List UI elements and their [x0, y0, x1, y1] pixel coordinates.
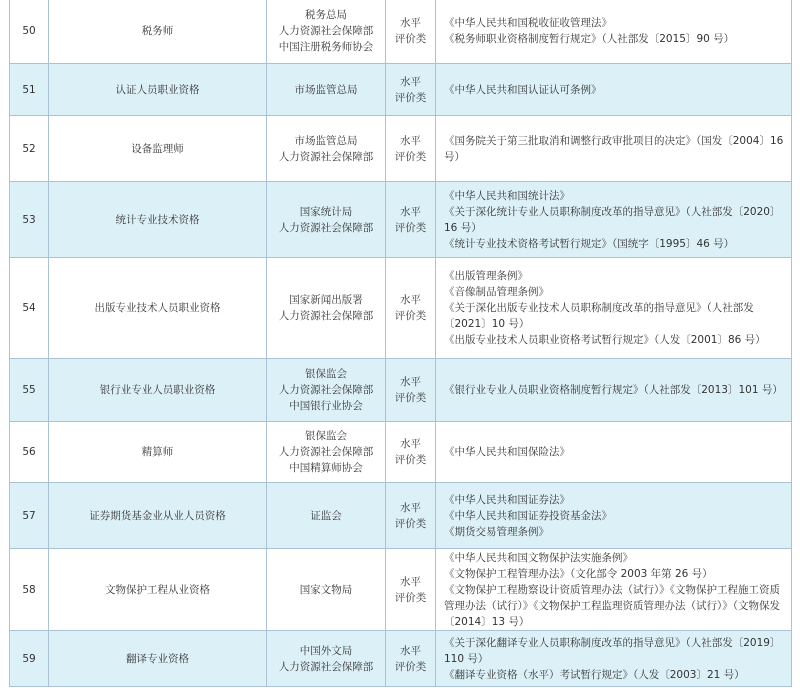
table-body	[10, 0, 792, 687]
legal-basis-item: 《中华人民共和国认证认可条例》	[444, 83, 602, 96]
category-text: 评价类	[394, 392, 427, 404]
legal-basis-item: 《关于深化统计专业人员职称制度改革的指导意见》（人社部发〔2020〕16 号）	[444, 205, 781, 234]
department-name: 人力资源社会保障部	[278, 25, 374, 37]
category-text: 水平	[400, 501, 421, 514]
legal-basis-item: 《期货交易管理条例》	[444, 525, 549, 538]
category-cell	[386, 422, 436, 483]
department-name: 人力资源社会保障部	[278, 446, 374, 458]
department-name: 国家统计局	[299, 205, 353, 218]
legal-basis-item: 《银行业专业人员职业资格制度暂行规定》（人社部发〔2013〕101 号）	[444, 384, 783, 396]
department-name: 中国银行业协会	[289, 400, 363, 412]
legal-basis-cell	[436, 258, 792, 359]
department-name: 人力资源社会保障部	[278, 310, 374, 322]
department-name: 人力资源社会保障部	[278, 384, 374, 396]
department-cell	[267, 422, 386, 483]
department-cell	[267, 631, 386, 687]
department-cell	[267, 116, 386, 182]
row-number: 58	[10, 549, 49, 631]
category-text: 评价类	[394, 91, 427, 104]
qualification-table	[9, 0, 792, 687]
department-name: 市场监管总局	[294, 83, 358, 96]
legal-basis-item: 《税务师职业资格制度暂行规定》（人社部发〔2015〕90 号）	[444, 33, 735, 45]
category-text: 评价类	[394, 591, 427, 604]
department-name: 国家文物局	[299, 583, 353, 596]
table-row	[10, 422, 792, 483]
legal-basis-item: 《音像制品管理条例》	[444, 286, 549, 298]
category-text: 水平	[400, 575, 421, 588]
department-name: 中国注册税务师协会	[278, 41, 374, 53]
table-row	[10, 64, 792, 116]
table-row	[10, 116, 792, 182]
legal-basis-cell	[436, 182, 792, 258]
legal-basis-cell	[436, 116, 792, 182]
legal-basis-item: 《中华人民共和国保险法》	[444, 446, 570, 458]
qualification-name: 税务师	[49, 0, 267, 64]
legal-basis-item: 《文物保护工程勘察设计资质管理办法（试行）》《文物保护工程施工资质管理办法（试行）》《文物保护工程监理资质管理办法（试行）》（文物保发〔2014〕13 号）	[444, 583, 780, 628]
category-cell	[386, 359, 436, 422]
legal-basis-item: 《翻译专业资格（水平）考试暂行规定》（人发〔2003〕21 号）	[444, 668, 745, 681]
department-cell	[267, 549, 386, 631]
department-cell	[267, 258, 386, 359]
category-cell	[386, 631, 436, 687]
category-text: 水平	[400, 134, 421, 147]
row-number: 57	[10, 483, 49, 549]
qualification-name: 证券期货基金业从业人员资格	[49, 483, 267, 549]
legal-basis-item: 《文物保护工程管理办法》（文化部令 2003 年第 26 号）	[444, 567, 713, 580]
legal-basis-cell	[436, 549, 792, 631]
category-text: 评价类	[394, 660, 427, 673]
qualification-name: 统计专业技术资格	[49, 182, 267, 258]
row-number: 54	[10, 258, 49, 359]
category-text: 水平	[400, 294, 421, 306]
row-number: 50	[10, 0, 49, 64]
legal-basis-cell	[436, 64, 792, 116]
department-cell	[267, 359, 386, 422]
qualification-name: 设备监理师	[49, 116, 267, 182]
legal-basis-item: 《关于深化出版专业技术人员职称制度改革的指导意见》（人社部发〔2021〕10 号）	[444, 302, 754, 330]
table-row	[10, 182, 792, 258]
department-name: 证监会	[310, 509, 342, 522]
table-row	[10, 549, 792, 631]
category-text: 水平	[400, 376, 421, 388]
row-number: 53	[10, 182, 49, 258]
department-name: 中国外文局	[299, 644, 353, 657]
category-text: 评价类	[394, 150, 427, 163]
legal-basis-cell	[436, 631, 792, 687]
department-cell	[267, 64, 386, 116]
qualification-name: 认证人员职业资格	[49, 64, 267, 116]
department-name: 人力资源社会保障部	[278, 150, 374, 163]
qualification-name: 翻译专业资格	[49, 631, 267, 687]
department-cell	[267, 483, 386, 549]
department-name: 国家新闻出版署	[289, 294, 363, 306]
category-cell	[386, 483, 436, 549]
department-name: 税务总局	[305, 9, 347, 21]
department-name: 人力资源社会保障部	[278, 221, 374, 234]
qualification-name: 出版专业技术人员职业资格	[49, 258, 267, 359]
department-name: 银保监会	[305, 368, 347, 380]
qualification-name: 精算师	[49, 422, 267, 483]
department-name: 中国精算师协会	[289, 462, 363, 474]
category-text: 评价类	[394, 33, 427, 45]
table-row	[10, 631, 792, 687]
legal-basis-item: 《中华人民共和国统计法》	[444, 189, 570, 202]
legal-basis-item: 《中华人民共和国税收征收管理法》	[444, 17, 612, 29]
legal-basis-item: 《出版管理条例》	[444, 270, 528, 282]
category-cell	[386, 182, 436, 258]
legal-basis-item: 《关于深化翻译专业人员职称制度改革的指导意见》（人社部发〔2019〕110 号）	[444, 636, 781, 665]
category-text: 评价类	[394, 517, 427, 530]
category-text: 评价类	[394, 310, 427, 322]
department-name: 银保监会	[305, 430, 347, 442]
row-number: 52	[10, 116, 49, 182]
category-text: 水平	[400, 644, 421, 657]
legal-basis-item: 《出版专业技术人员职业资格考试暂行规定》（人发〔2001〕86 号）	[444, 334, 766, 346]
legal-basis-cell	[436, 483, 792, 549]
legal-basis-item: 《中华人民共和国证券投资基金法》	[444, 509, 612, 522]
department-cell	[267, 182, 386, 258]
table-row	[10, 359, 792, 422]
row-number: 51	[10, 64, 49, 116]
legal-basis-item: 《国务院关于第三批取消和调整行政审批项目的决定》（国发〔2004〕16 号）	[444, 134, 784, 163]
category-cell	[386, 64, 436, 116]
legal-basis-cell	[436, 422, 792, 483]
qualification-name: 银行业专业人员职业资格	[49, 359, 267, 422]
legal-basis-item: 《中华人民共和国文物保护法实施条例》	[444, 551, 633, 564]
category-text: 评价类	[394, 221, 427, 234]
category-cell	[386, 258, 436, 359]
legal-basis-cell	[436, 359, 792, 422]
legal-basis-cell	[436, 0, 792, 64]
category-text: 水平	[400, 205, 421, 218]
legal-basis-item: 《中华人民共和国证券法》	[444, 493, 570, 506]
table-row	[10, 0, 792, 64]
table-row	[10, 258, 792, 359]
row-number: 56	[10, 422, 49, 483]
department-name: 人力资源社会保障部	[278, 660, 374, 673]
department-cell	[267, 0, 386, 64]
category-cell	[386, 549, 436, 631]
category-cell	[386, 116, 436, 182]
row-number: 55	[10, 359, 49, 422]
qualification-name: 文物保护工程从业资格	[49, 549, 267, 631]
department-name: 市场监管总局	[294, 134, 358, 147]
table-row	[10, 483, 792, 549]
category-text: 水平	[400, 17, 421, 29]
category-text: 水平	[400, 75, 421, 88]
category-cell	[386, 0, 436, 64]
category-text: 评价类	[394, 454, 427, 466]
legal-basis-item: 《统计专业技术资格考试暂行规定》（国统字〔1995〕46 号）	[444, 237, 735, 250]
category-text: 水平	[400, 438, 421, 450]
row-number: 59	[10, 631, 49, 687]
